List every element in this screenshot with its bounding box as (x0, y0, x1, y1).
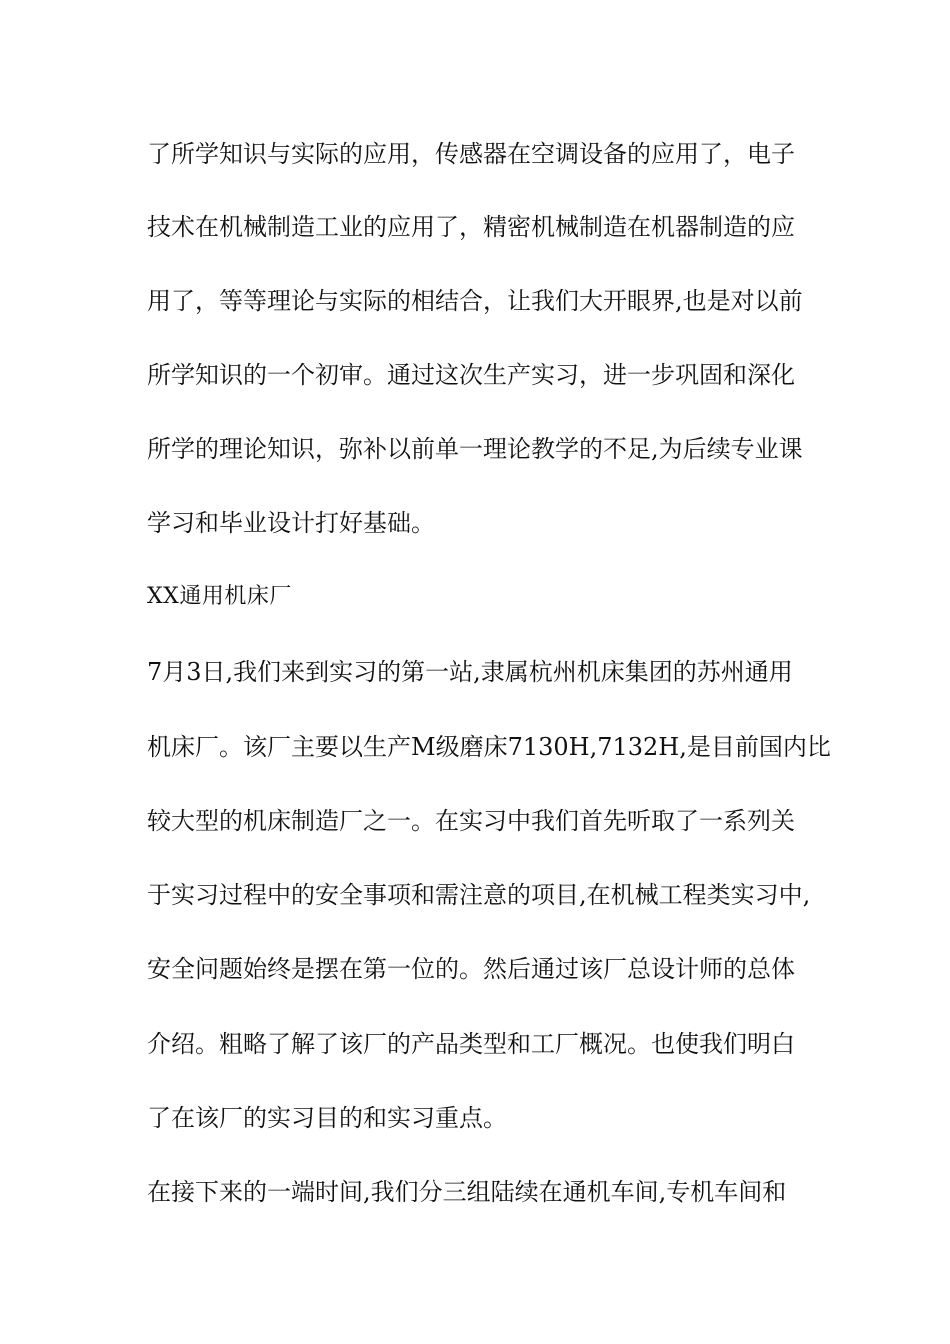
text-line-11: 于实习过程中的安全事项和需注意的项目,在机械工程类实习中, (147, 881, 811, 909)
text-line-15: 在接下来的一端时间,我们分三组陆续在通机车间,专机车间和 (147, 1178, 787, 1206)
text-line-12: 安全问题始终是摆在第一位的。然后通过该厂总设计师的总体 (147, 955, 795, 983)
text-line-9: 机床厂。该厂主要以生产M级磨床7130H,7132H,是目前国内比 (147, 733, 831, 761)
text-line-8: 7月3日,我们来到实习的第一站,隶属杭州机床集团的苏州通用 (147, 658, 793, 686)
text-line-6: 学习和毕业设计打好基础。 (147, 509, 435, 537)
text-line-2: 技术在机械制造工业的应用了，精密机械制造在机器制造的应 (147, 213, 795, 241)
text-line-5: 所学的理论知识，弥补以前单一理论教学的不足,为后续专业课 (147, 435, 803, 463)
section-heading: XX通用机床厂 (147, 584, 292, 609)
text-line-10: 较大型的机床制造厂之一。在实习中我们首先听取了一系列关 (147, 807, 795, 835)
text-line-13: 介绍。粗略了解了该厂的产品类型和工厂概况。也使我们明白 (147, 1030, 795, 1058)
text-line-3: 用了，等等理论与实际的相结合，让我们大开眼界,也是对以前 (147, 287, 803, 315)
text-line-4: 所学知识的一个初审。通过这次生产实习，进一步巩固和深化 (147, 361, 795, 389)
text-line-14: 了在该厂的实习目的和实习重点。 (147, 1104, 507, 1132)
text-line-1: 了所学知识与实际的应用，传感器在空调设备的应用了，电子 (147, 140, 795, 168)
